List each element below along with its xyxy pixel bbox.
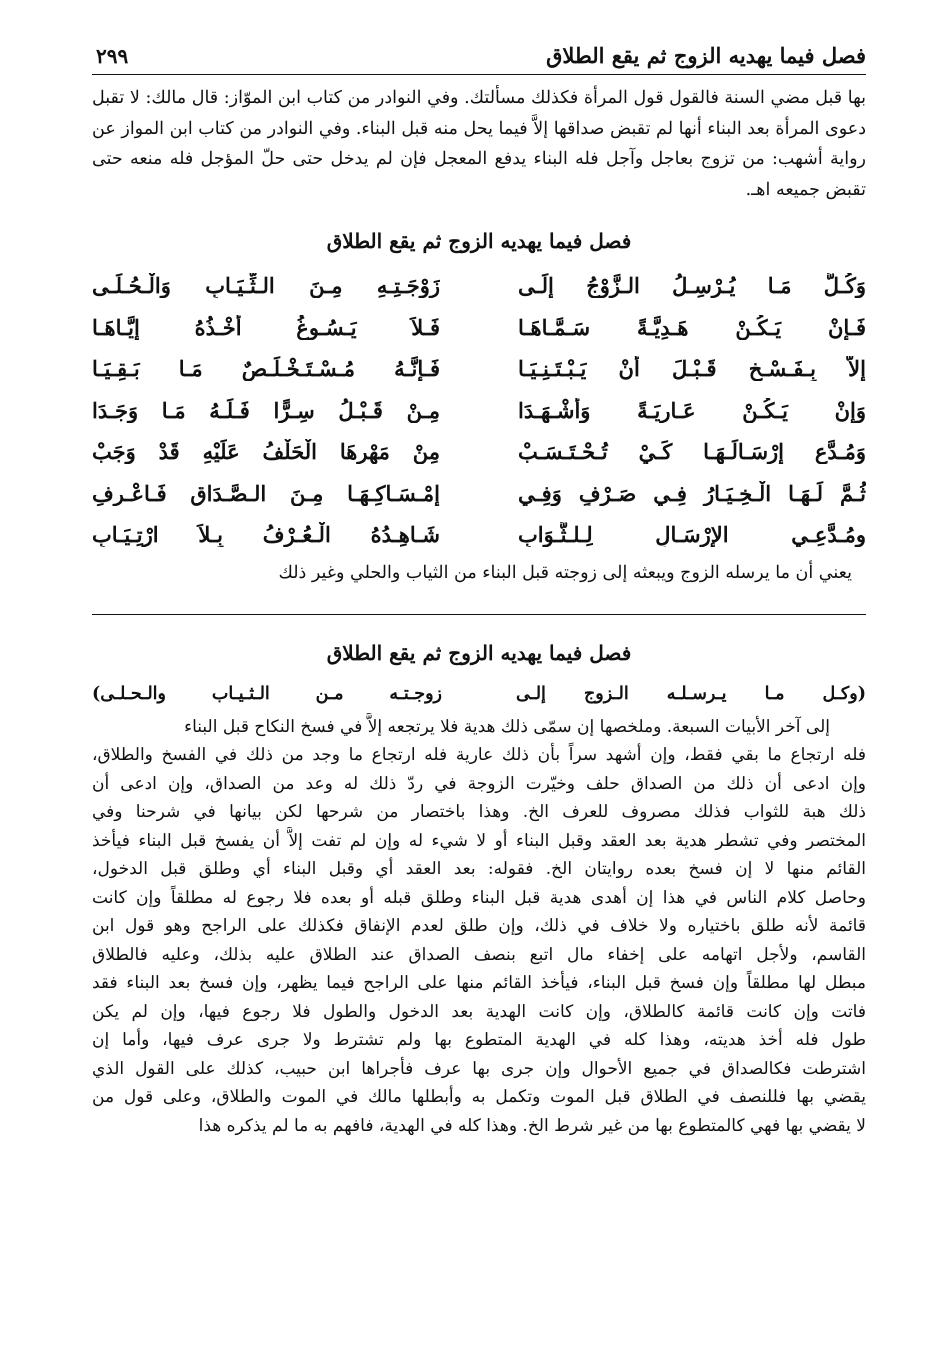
verse-first-hemistich: ثُـمَّ لَـهَـا الْـخِـيَـارُ فِـي صَـرْفٍ وَفِـي [518,480,866,506]
commentary-heading: فصل فيما يهديه الزوج ثم يقع الطلاق [326,640,632,665]
commentary-line: طول فله أخذ هديته، وهذا كله في الهدية المتطوع بها ولم تشترط ولا جرى عرف فيها، وأما إن [92,1030,866,1050]
commentary-line: قائمة لأنه طلق باختياره ولا خلاف في ذلك، وإن طلق لعدم الإنفاق فكذلك على الراجح وهو قول ابن [92,916,866,936]
verse-first-hemistich: وَمُـدَّعٍ إِرْسَـالَـهَـا كَـيْ تُـحْـتَـسَـبْ [518,439,866,465]
verse-first-hemistich: إلاَّ بِـفَـسْـخٍ قَـبْـلَ أَنْ يَـبْـتَـنِـيَـا [518,356,866,382]
page-number: ٢٩٩ [96,44,129,68]
commentary-line: وإن ادعى أن ذلك من الصداق حلف وخيّرت الزوجة في ردّ ذلك له وعد من الصداق، وإن ادعى أن [92,773,866,794]
running-head-title: فصل فيما يهديه الزوج ثم يقع الطلاق [546,43,866,68]
commentary-line: القائم منها لا إن فسخ بعده روايتان الخ. فقوله: بعد العقد أي وقبل البناء أي وطلق قبل الدخول، [92,859,866,879]
verse-first-hemistich: فَـإِنْ يَـكُـنْ هَـدِيَّـةً سَـمَّـاهَـا [518,314,866,340]
poem-verse [92,431,866,473]
commentary-line: اشترطت فكالصداق في جميع الأحوال وإن جرى بها عرف فأجراها ابن حبيب، كذلك على القول الذي [92,1058,866,1079]
commentary-line: إلى آخر الأبيات السبعة. وملخصها إن سمّى ذلك هدية فلا يرتجعه إلاَّ في فسخ النكاح قبل البناء [184,716,830,737]
quoted-verse-first-half: (وكـل مـا يـرسـلـه الـزوج إلـى [516,683,866,704]
poem-verse [92,348,866,390]
commentary-line: فله ارتجاع ما بقي فقط، وإن أشهد سراً بأن ذلك عارية فله ارتجاع ما وجد من ذلك في الفسخ والطلاق، [92,745,866,765]
verse-first-hemistich: وَإِنْ يَـكُـنْ عَـارِيَـةً وَأَشْـهَـدَا [518,397,866,423]
poem-verse [92,514,866,556]
verse-first-hemistich: وَكُـلُّ مَـا يُـرْسِـلُ الـزَّوْجُ إلَـى [518,273,866,299]
commentary-body [92,713,866,1141]
verse-second-hemistich: زَوْجَـتِـهِ مِـنَ الـثِّـيَـابِ وَالْـحُـلَـى [92,273,440,299]
poem [92,265,866,556]
commentary-line: لا يقضي بها فهي كالمتطوع بها من غير شرط الخ. وهذا كله في الهدية، فافهم به ما لم يذكره هذا [198,1115,866,1136]
commentary-quoted-verse [92,679,866,709]
poem-verse [92,265,866,307]
commentary-line: ذلك هبة للثواب فذلك مصروف للعرف الخ. وهذا باختصار من شرحها لكن بيانها في شرحنا وفي [92,802,866,822]
poem-note: يعني أن ما يرسله الزوج ويبعثه إلى زوجته قبل البناء من الثياب والحلي وغير ذلك [278,562,852,583]
verse-second-hemistich: شَـاهِـدُهُ الْـعُـرْفُ بِـلاَ ارْتِـيَـابِ [92,522,440,548]
commentary-line: وحاصل كلام الناس في هذا إن أهدى هدية قبل البناء وطلق قبله أو بعده فلا رجوع له مطلقاً وإن كانت [92,887,866,908]
book-page [92,38,866,1140]
verse-second-hemistich: مِـنْ قَـبْـلُ سِـرًّا فَـلَـهُ مَـا وَجَـدَا [92,397,440,423]
commentary-line: فاتت وإن كانت قائمة كالطلاق، وإن كانت الهدية بعد الدخول والطول فلا رجوع فيها، وإن لم يكن [92,1001,866,1022]
verse-second-hemistich: فَـإِنَّـهُ مُـسْـتَـخْـلَـصٌ مَـا بَـقِـيَـا [92,356,440,382]
poem-verse [92,390,866,432]
verse-second-hemistich: إِمْـسَـاكِـهَـا مِـنَ الـصَّـدَاقِ فَـاعْـرِفِ [92,480,440,506]
commentary-line: يقضي بها فللنصف في الطلاق قبل الموت وتكمل به وأبطلها مالك في الموت والطلاق، وعلى قول من [92,1087,866,1107]
verse-second-hemistich: فَـلاَ يَـسُـوغُ أَخْـذُهُ إيَّـاهَـا [92,314,440,340]
verse-first-hemistich: ومُـدَّعِـي الإِرْسَـالِ لِـلـثَّـوَابِ [518,522,866,548]
commentary-line: المختصر وفي تشطر هدية بعد العقد وقبل البناء أو لا شيء له وإن لم تفت إلاَّ أن يفسخ قبل البناء فيأخذ [92,830,866,851]
commentary-line: مبطل لها مطلقاً وإن فسخ قبل البناء، فيأخذ القائم منها على الراجح فيما يظهر، وإن فسخ بعد البناء فقد [92,973,866,993]
commentary-line: القاسم، ولأجل اتهامه على إخفاء مال اتبع بنصف الصداق عند الطلاق عليه بذلك، وعليه فالطلاق [92,944,866,965]
section-heading: فصل فيما يهديه الزوج ثم يقع الطلاق [326,229,632,253]
quoted-verse-second-half: زوجـتـه مـن الـثـيـاب والـحـلـى) [92,683,442,704]
poem-verse [92,473,866,515]
intro-paragraph: بها قبل مضي السنة فالقول قول المرأة فكذلك مسألتك. وفي النوادر من كتاب ابن الموّاز: قال مالك: لا تقبل دعوى المرأة بعد البناء أنها لم تقبض صداقها إلاَّ فيما يحل منه قبل البناء. وفي النوادر من كتاب ابن المواز عن رواية أشهب: من تزوج بعاجل وآجل فله البناء يدفع المعجل فإن لم يدخل حتى حلّ المؤجل فله منعه حتى تقبض جميعه اهـ. [92,88,866,200]
poem-verse [92,307,866,349]
section-divider [92,614,866,615]
running-head [92,38,866,75]
verse-second-hemistich: مِنْ مَهْرِهَا الْحَلْفُ عَلَيْهِ قَدْ وَجَبْ [92,439,440,465]
